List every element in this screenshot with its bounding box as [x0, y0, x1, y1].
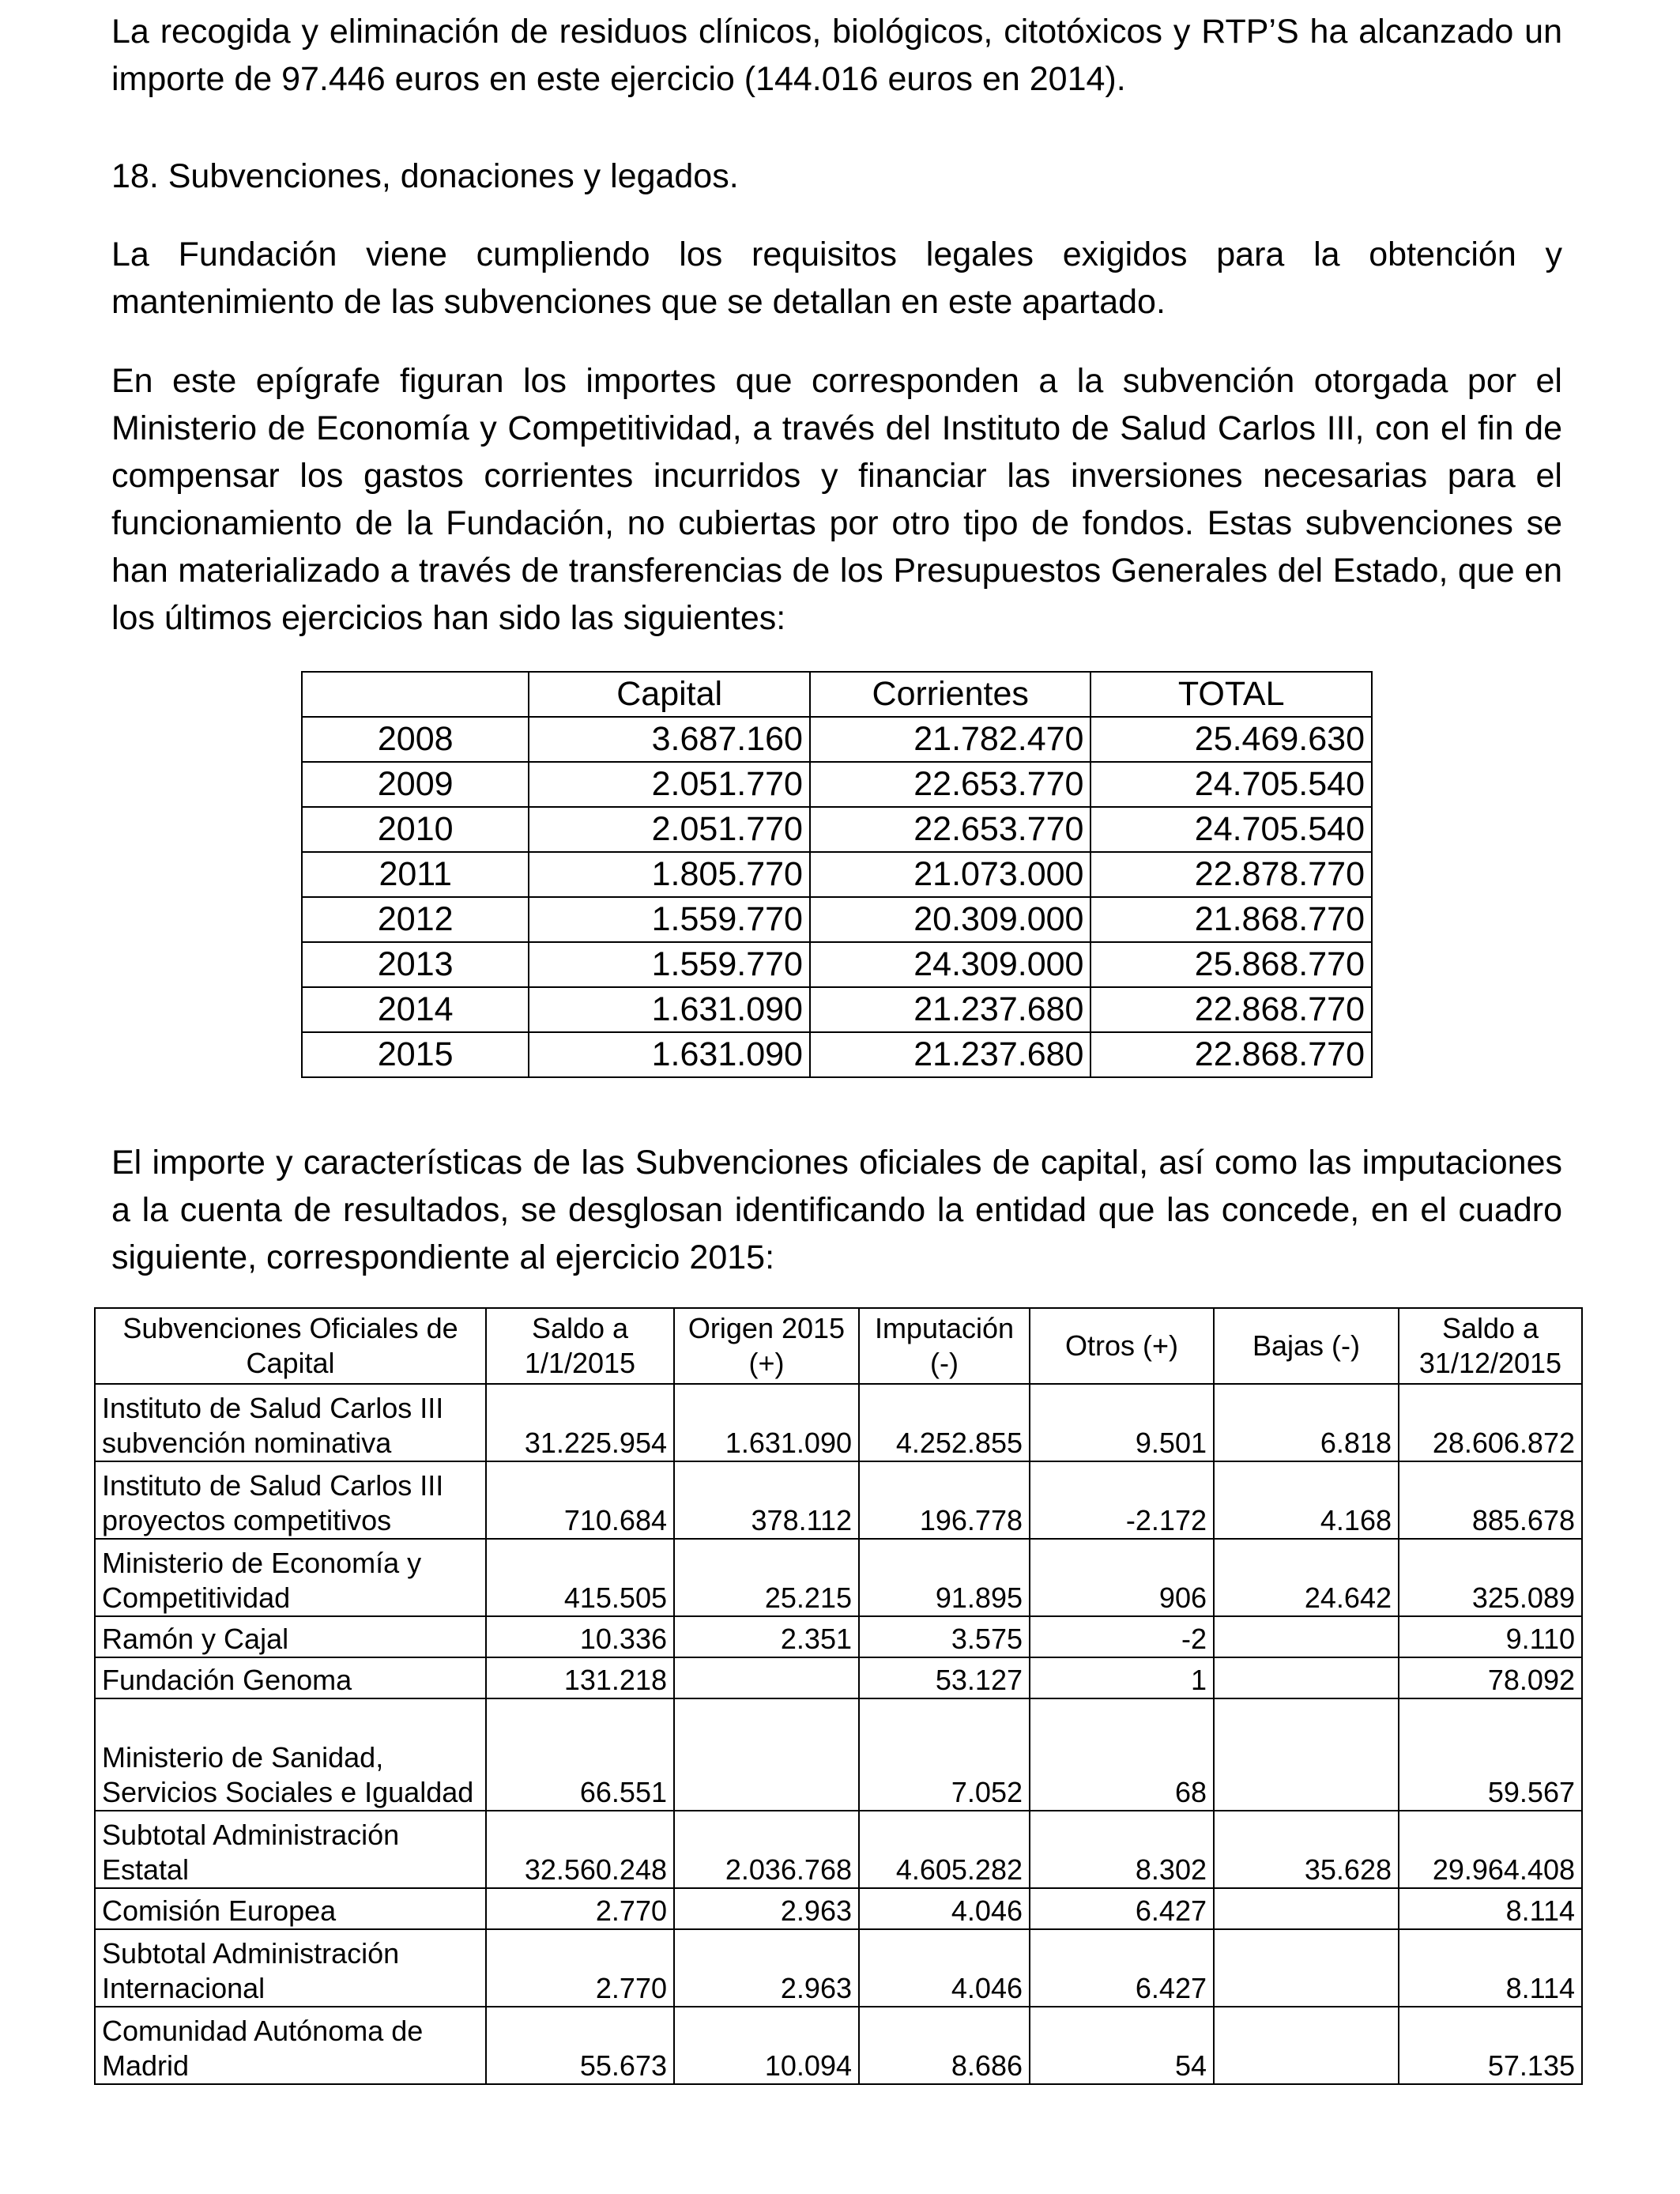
value-cell: 325.089	[1399, 1539, 1582, 1616]
transfers-header-row	[302, 672, 1372, 717]
capital-cell: 1.631.090	[529, 987, 810, 1032]
paragraph-importe: El importe y características de las Subvenciones oficiales de capital, así como las imputaciones a la cuenta de resultados, se desglosan identificando la entidad que las concede, en el cuadro siguiente, correspondiente al ejercicio 2015:	[111, 1144, 1562, 1276]
corrientes-cell: 21.782.470	[810, 717, 1091, 762]
value-cell: 1.631.090	[674, 1384, 859, 1461]
entity-cell: Comunidad Autónoma de Madrid	[95, 2007, 486, 2084]
transfers-table	[301, 671, 1373, 1078]
value-cell	[1214, 1616, 1399, 1657]
table-row	[302, 717, 1372, 762]
value-cell: 2.963	[674, 1929, 859, 2007]
value-cell: 131.218	[486, 1657, 674, 1698]
table-row	[302, 1032, 1372, 1077]
value-cell: 4.168	[1214, 1461, 1399, 1539]
value-cell: -2.172	[1030, 1461, 1214, 1539]
table-row	[302, 987, 1372, 1032]
value-cell: 31.225.954	[486, 1384, 674, 1461]
value-cell: 68	[1030, 1698, 1214, 1811]
header-cell-imputacion: Imputación (-)	[859, 1308, 1030, 1384]
header-cell-bajas: Bajas (-)	[1214, 1308, 1399, 1384]
value-cell: 906	[1030, 1539, 1214, 1616]
header-cell-subvenciones: Subvenciones Oficiales de Capital	[95, 1308, 486, 1384]
value-cell: 2.036.768	[674, 1811, 859, 1888]
value-cell: 57.135	[1399, 2007, 1582, 2084]
entity-cell: Instituto de Salud Carlos III proyectos competitivos	[95, 1461, 486, 1539]
table-row	[302, 852, 1372, 897]
capital-cell: 2.051.770	[529, 807, 810, 852]
total-cell: 25.469.630	[1090, 717, 1372, 762]
entity-cell: Ministerio de Sanidad, Servicios Sociales e Igualdad	[95, 1698, 486, 1811]
value-cell: 710.684	[486, 1461, 674, 1539]
value-cell: 4.605.282	[859, 1811, 1030, 1888]
corrientes-cell: 21.073.000	[810, 852, 1091, 897]
corrientes-cell: 22.653.770	[810, 762, 1091, 807]
value-cell: 3.575	[859, 1616, 1030, 1657]
table-row	[95, 2007, 1582, 2084]
value-cell	[674, 1698, 859, 1811]
value-cell: 91.895	[859, 1539, 1030, 1616]
corrientes-cell: 22.653.770	[810, 807, 1091, 852]
value-cell: 415.505	[486, 1539, 674, 1616]
value-cell: 2.770	[486, 1888, 674, 1929]
table-row	[302, 762, 1372, 807]
value-cell: 28.606.872	[1399, 1384, 1582, 1461]
value-cell: 78.092	[1399, 1657, 1582, 1698]
value-cell: 1	[1030, 1657, 1214, 1698]
value-cell: 4.252.855	[859, 1384, 1030, 1461]
entity-cell: Comisión Europea	[95, 1888, 486, 1929]
value-cell: 25.215	[674, 1539, 859, 1616]
entity-cell: Ramón y Cajal	[95, 1616, 486, 1657]
table-row	[302, 942, 1372, 987]
capital-grants-table	[94, 1307, 1583, 2085]
entity-cell: Ministerio de Economía y Competitividad	[95, 1539, 486, 1616]
value-cell: 59.567	[1399, 1698, 1582, 1811]
table-row	[95, 1698, 1582, 1811]
paragraph-epigrafe: En este epígrafe figuran los importes que corresponden a la subvención otorgada por el Ministerio de Economía y Competitividad, a través del Instituto de Salud Carlos III, con el fin de compensar los gastos corrientes incurridos y financiar las inversiones necesarias para el funcionamiento de la Fundación, no cubiertas por otro tipo de fondos. Estas subvenciones se han materializado a través de transferencias de los Presupuestos Generales del Estado, que en los últimos ejercicios han sido las siguientes:	[111, 362, 1562, 637]
value-cell: 66.551	[486, 1698, 674, 1811]
header-cell-blank	[302, 672, 529, 717]
value-cell: 55.673	[486, 2007, 674, 2084]
year-cell: 2013	[302, 942, 529, 987]
value-cell	[1214, 1888, 1399, 1929]
total-cell: 25.868.770	[1090, 942, 1372, 987]
capital-cell: 1.559.770	[529, 897, 810, 942]
total-cell: 21.868.770	[1090, 897, 1372, 942]
year-cell: 2009	[302, 762, 529, 807]
header-cell-origen: Origen 2015 (+)	[674, 1308, 859, 1384]
capital-cell: 1.559.770	[529, 942, 810, 987]
paragraph-requisitos: La Fundación viene cumpliendo los requisitos legales exigidos para la obtención y mantenimiento de las subvenciones que se detallan en este apartado.	[111, 236, 1562, 321]
value-cell: 4.046	[859, 1888, 1030, 1929]
header-cell-saldo-final: Saldo a 31/12/2015	[1399, 1308, 1582, 1384]
header-cell-saldo-inicial: Saldo a 1/1/2015	[486, 1308, 674, 1384]
value-cell: 9.110	[1399, 1616, 1582, 1657]
table-row	[95, 1384, 1582, 1461]
subtotal-row	[95, 1929, 1582, 2007]
capital-cell: 3.687.160	[529, 717, 810, 762]
header-cell-capital: Capital	[529, 672, 810, 717]
year-cell: 2015	[302, 1032, 529, 1077]
value-cell: 6.427	[1030, 1888, 1214, 1929]
subtotal-row	[95, 1811, 1582, 1888]
value-cell: 53.127	[859, 1657, 1030, 1698]
value-cell: 4.046	[859, 1929, 1030, 2007]
header-cell-otros: Otros (+)	[1030, 1308, 1214, 1384]
value-cell: 8.114	[1399, 1929, 1582, 2007]
value-cell: 196.778	[859, 1461, 1030, 1539]
total-cell: 22.868.770	[1090, 1032, 1372, 1077]
header-cell-corrientes: Corrientes	[810, 672, 1091, 717]
capital-cell: 2.051.770	[529, 762, 810, 807]
total-cell: 24.705.540	[1090, 807, 1372, 852]
value-cell: 32.560.248	[486, 1811, 674, 1888]
corrientes-cell: 21.237.680	[810, 1032, 1091, 1077]
value-cell: 54	[1030, 2007, 1214, 2084]
table-row	[302, 807, 1372, 852]
value-cell: 10.094	[674, 2007, 859, 2084]
year-cell: 2011	[302, 852, 529, 897]
paragraph-residuos: La recogida y eliminación de residuos clínicos, biológicos, citotóxicos y RTP’S ha alcanzado un importe de 97.446 euros en este ejercicio (144.016 euros en 2014).	[111, 13, 1562, 98]
value-cell: -2	[1030, 1616, 1214, 1657]
value-cell: 2.963	[674, 1888, 859, 1929]
grants-header-row	[95, 1308, 1582, 1384]
corrientes-cell: 20.309.000	[810, 897, 1091, 942]
value-cell: 8.302	[1030, 1811, 1214, 1888]
value-cell: 35.628	[1214, 1811, 1399, 1888]
entity-cell: Subtotal Administración Estatal	[95, 1811, 486, 1888]
table-row	[302, 897, 1372, 942]
value-cell	[674, 1657, 859, 1698]
total-cell: 24.705.540	[1090, 762, 1372, 807]
table-row	[95, 1539, 1582, 1616]
year-cell: 2012	[302, 897, 529, 942]
corrientes-cell: 21.237.680	[810, 987, 1091, 1032]
value-cell: 9.501	[1030, 1384, 1214, 1461]
value-cell: 8.114	[1399, 1888, 1582, 1929]
entity-cell: Subtotal Administración Internacional	[95, 1929, 486, 2007]
table-row	[95, 1461, 1582, 1539]
value-cell: 7.052	[859, 1698, 1030, 1811]
entity-cell: Fundación Genoma	[95, 1657, 486, 1698]
table-row	[95, 1616, 1582, 1657]
year-cell: 2010	[302, 807, 529, 852]
value-cell: 10.336	[486, 1616, 674, 1657]
value-cell: 24.642	[1214, 1539, 1399, 1616]
value-cell: 2.770	[486, 1929, 674, 2007]
value-cell: 6.818	[1214, 1384, 1399, 1461]
value-cell: 6.427	[1030, 1929, 1214, 2007]
value-cell	[1214, 1657, 1399, 1698]
value-cell: 2.351	[674, 1616, 859, 1657]
entity-cell: Instituto de Salud Carlos III subvención nominativa	[95, 1384, 486, 1461]
total-cell: 22.878.770	[1090, 852, 1372, 897]
total-cell: 22.868.770	[1090, 987, 1372, 1032]
value-cell: 8.686	[859, 2007, 1030, 2084]
section-heading: 18. Subvenciones, donaciones y legados.	[111, 157, 739, 195]
table-row	[95, 1657, 1582, 1698]
value-cell: 885.678	[1399, 1461, 1582, 1539]
value-cell	[1214, 1929, 1399, 2007]
capital-cell: 1.805.770	[529, 852, 810, 897]
value-cell	[1214, 1698, 1399, 1811]
table-row	[95, 1888, 1582, 1929]
value-cell	[1214, 2007, 1399, 2084]
year-cell: 2008	[302, 717, 529, 762]
header-cell-total: TOTAL	[1090, 672, 1372, 717]
year-cell: 2014	[302, 987, 529, 1032]
corrientes-cell: 24.309.000	[810, 942, 1091, 987]
value-cell: 378.112	[674, 1461, 859, 1539]
value-cell: 29.964.408	[1399, 1811, 1582, 1888]
capital-cell: 1.631.090	[529, 1032, 810, 1077]
